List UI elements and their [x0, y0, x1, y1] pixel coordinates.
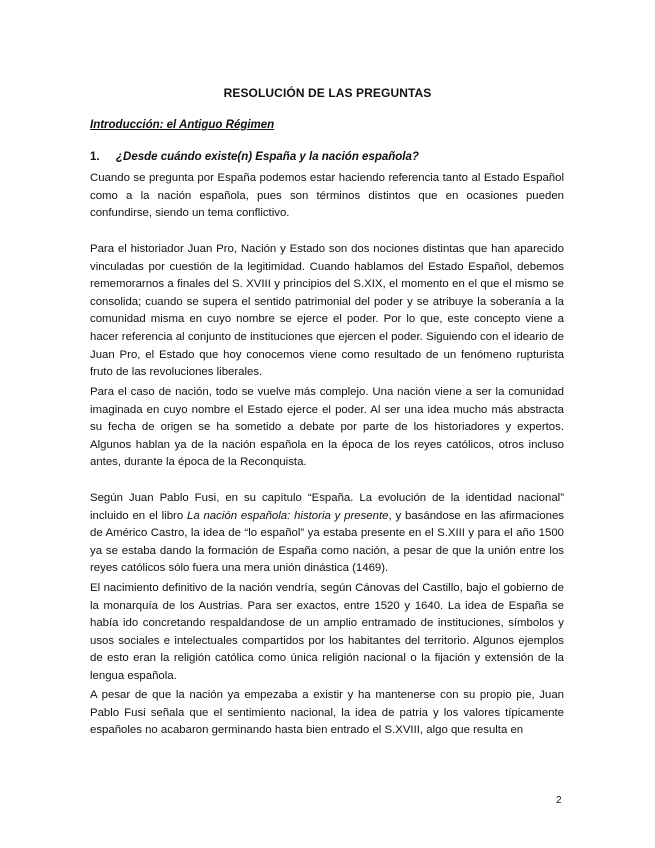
document-title: RESOLUCIÓN DE LAS PREGUNTAS — [223, 86, 432, 100]
paragraph-6: A pesar de que la nación ya empezaba a existir y ha mantenerse con su propio pie, Juan Pablo Fusi señala que el sentimiento nacional, la idea de patria y los valores típicamente españoles no acabaron germinando hasta bien entrado el S.XVIII, algo que resulta en — [90, 689, 564, 737]
paragraph-3: Para el caso de nación, todo se vuelve más complejo. Una nación viene a ser la comunidad imaginada en cuyo nombre el Estado ejerce el poder. Al ser una idea mucho más abstracta su fecha de origen se ha sometido a debate por parte de los historiadores y expertos. Algunos hablan ya de la nación española en la época de los reyes católicos, otros incluso antes, durante la época de la Reconquista. — [90, 386, 564, 469]
section-heading: Introducción: el Antiguo Régimen — [90, 119, 275, 131]
paragraph-4-text-after: , y basándose en las afirmaciones de Américo Castro, la idea de “lo español” ya estaba presente en el S.XIII y para el año 1500 ya se estaba dando la formación de España como nación, a pesar de que la unión entre los reyes católicos sólo fuera una mera unión dinástica (1469). — [90, 509, 564, 575]
question-text: ¿Desde cuándo existe(n) España y la nación española? — [116, 151, 419, 163]
question-number: 1. — [90, 151, 100, 163]
book-title: La nación española: historia y presente — [186, 509, 389, 522]
paragraph-1: Cuando se pregunta por España podemos estar haciendo referencia tanto al Estado Español como a la nación española, pues son términos distintos que en ocasiones pueden confundirse, siendo un tema conflictivo. — [90, 172, 564, 220]
paragraph-4 — [90, 490, 564, 578]
paragraph-2: Para el historiador Juan Pro, Nación y Estado son dos nociones distintas que han aparecido vinculadas por cuestión de la legitimidad. Cuando hablamos del Estado Español, debemos rememorarnos a finales del S. XVIII y principios del S.XIX, el momento en el que el mismo se consolida; cuando se supera el sentido patrimonial del poder y se atribuye la soberanía a la comunidad misma en cuyo nombre se ejerce el poder. Por lo que, este concepto viene a hacer referencia al conjunto de instituciones que ejercen el poder. Siguiendo con el ideario de Juan Pro, el Estado que hoy conocemos viene como resultado de un fenómeno rupturista fruto de las revoluciones liberales. — [90, 243, 564, 379]
paragraph-4-text-before: Según Juan Pablo Fusi, en su capítulo “España. La evolución de la identidad nacional” incluido en el libro — [90, 492, 564, 522]
page-number: 2 — [556, 795, 562, 806]
paragraph-5: El nacimiento definitivo de la nación vendría, según Cánovas del Castillo, bajo el gobierno de la monarquía de los Austrias. Para ser exactos, entre 1520 y 1640. La idea de España se había ido concretando respaldandose de un amplio entramado de instituciones, símbolos y usos sociales e intelectuales compartidos por los habitantes del territorio. Algunos ejemplos de esto eran la religión católica como única religión nacional o la fijación y extensión de la lengua española. — [90, 582, 564, 682]
question-heading — [90, 151, 419, 163]
